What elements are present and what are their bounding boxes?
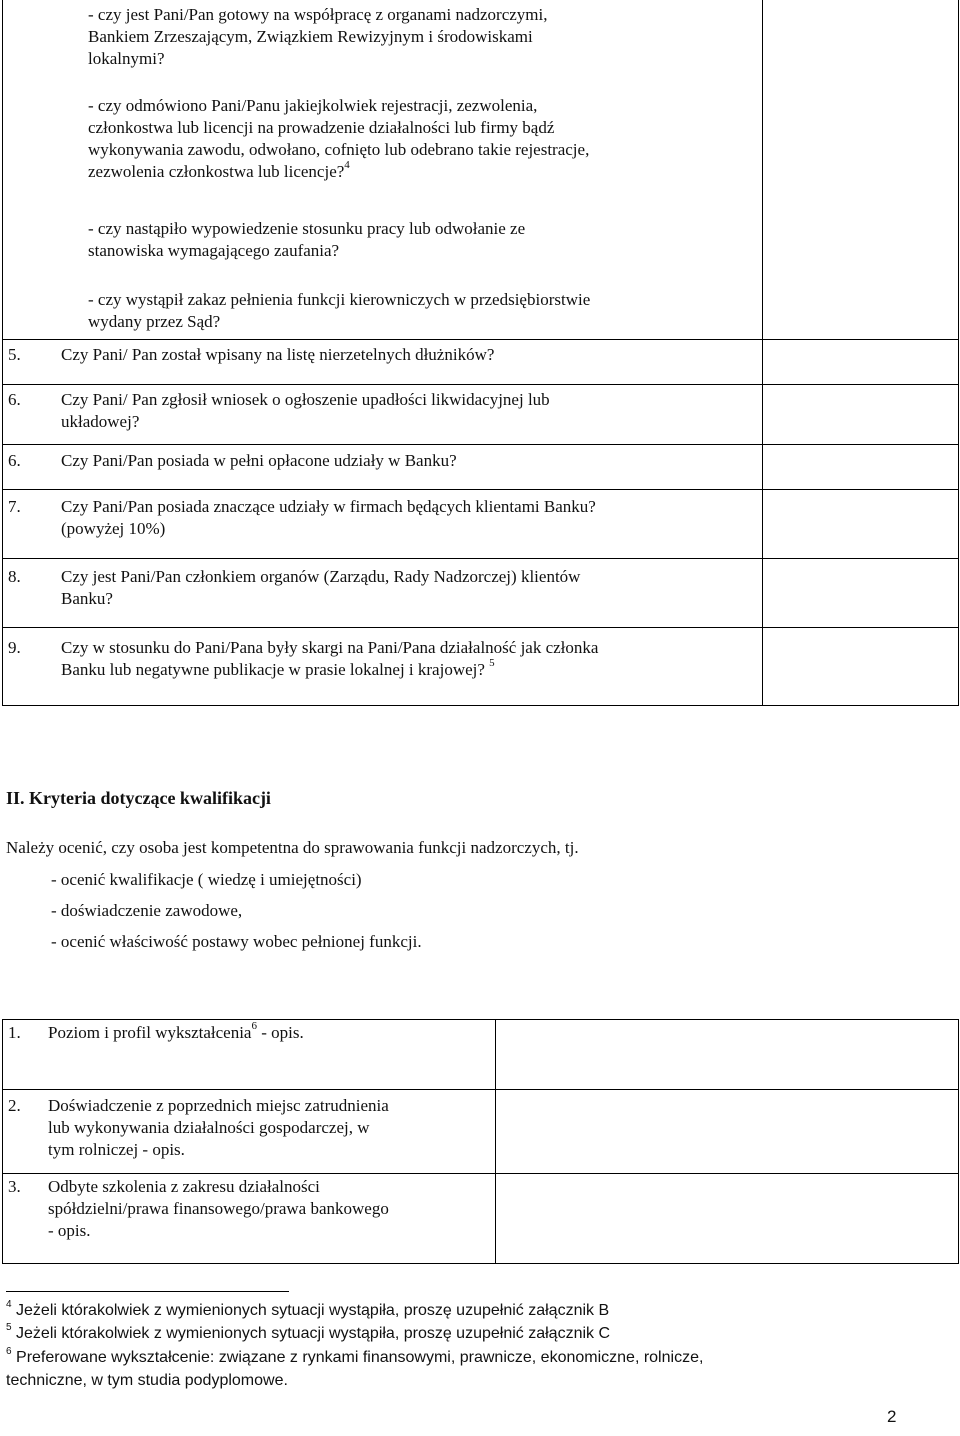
footnote bbox=[6, 1300, 609, 1322]
table-border-right bbox=[958, 1019, 959, 1264]
question-complaints bbox=[61, 637, 598, 681]
row-number: 9. bbox=[8, 638, 21, 657]
footnote bbox=[6, 1323, 610, 1345]
row-separator bbox=[2, 558, 959, 559]
footnote-ref: 5 bbox=[489, 657, 495, 670]
row-separator bbox=[2, 1089, 959, 1090]
criteria-item: - doświadczenie zawodowe, bbox=[51, 901, 243, 920]
criteria-item: - ocenić właściwość postawy wobec pełnionej funkcji. bbox=[51, 932, 422, 951]
text-line: - czy jest Pani/Pan gotowy na współpracę z organami nadzorczymi, bbox=[88, 5, 548, 24]
footnote-ref: 6 bbox=[251, 1020, 257, 1033]
text-line: tym rolniczej - opis. bbox=[48, 1140, 185, 1159]
text-line: lokalnymi? bbox=[88, 49, 165, 68]
text-line: Czy jest Pani/Pan członkiem organów (Zarządu, Rady Nadzorczej) klientów bbox=[61, 567, 581, 586]
question-bullet-dismissal bbox=[88, 218, 525, 262]
criteria-item: - ocenić kwalifikacje ( wiedzę i umiejętności) bbox=[51, 870, 362, 889]
text-line: wydany przez Sąd? bbox=[88, 312, 221, 331]
text-line: Czy Pani/Pan posiada w pełni opłacone udziały w Banku? bbox=[61, 451, 457, 470]
page-number: 2 bbox=[887, 1407, 897, 1426]
row-number: 7. bbox=[8, 497, 21, 516]
text-line: - opis. bbox=[48, 1221, 91, 1240]
row-separator bbox=[2, 339, 959, 340]
question-client-boards bbox=[61, 566, 580, 610]
text-line: Czy Pani/ Pan zgłosił wniosek o ogłoszenie upadłości likwidacyjnej lub bbox=[61, 390, 550, 409]
table-border-left bbox=[2, 0, 3, 706]
text-line: układowej? bbox=[61, 412, 140, 431]
text-line: (powyżej 10%) bbox=[61, 519, 166, 538]
row-number: 1. bbox=[8, 1023, 21, 1042]
row-separator bbox=[2, 627, 959, 628]
footnote-ref: 4 bbox=[344, 159, 350, 172]
table-column-divider bbox=[495, 1019, 496, 1264]
row-number: 5. bbox=[8, 345, 21, 364]
question-bullet-refused-registration bbox=[88, 95, 589, 183]
footnote bbox=[6, 1347, 703, 1369]
row-separator bbox=[2, 489, 959, 490]
education-row bbox=[48, 1022, 304, 1044]
question-bullet-cooperation bbox=[88, 4, 548, 70]
question-paid-shares bbox=[61, 450, 457, 472]
text-line bbox=[61, 659, 598, 681]
footnote-number: 5 bbox=[6, 1321, 12, 1333]
questions-table bbox=[2, 0, 959, 706]
question-unreliable-debtors bbox=[61, 344, 494, 366]
text-line: Czy Pani/ Pan został wpisany na listę nierzetelnych dłużników? bbox=[61, 345, 495, 364]
row-number: 8. bbox=[8, 567, 21, 586]
question-bankruptcy bbox=[61, 389, 550, 433]
qualifications-table bbox=[2, 1019, 959, 1264]
text-line: - czy wystąpił zakaz pełnienia funkcji kierowniczych w przedsiębiorstwie bbox=[88, 290, 591, 309]
text-line: lub wykonywania działalności gospodarczej, w bbox=[48, 1118, 370, 1137]
text-line-content: zezwolenia członkostwa lub licencje? bbox=[88, 162, 345, 181]
table-column-divider bbox=[762, 0, 763, 706]
footnote-text: Jeżeli którakolwiek z wymienionych sytuacji wystąpiła, proszę uzupełnić załącznik B bbox=[16, 1302, 610, 1319]
table-border-bottom bbox=[2, 1263, 959, 1264]
text-line: Czy Pani/Pan posiada znaczące udziały w firmach będących klientami Banku? bbox=[61, 497, 596, 516]
text-line: Doświadczenie z poprzednich miejsc zatrudnienia bbox=[48, 1096, 389, 1115]
footnote-text: Preferowane wykształcenie: związane z rynkami finansowymi, prawnicze, ekonomiczne, rolnicze, bbox=[16, 1349, 704, 1366]
footnote-separator bbox=[6, 1291, 289, 1292]
text-line-content: Banku lub negatywne publikacje w prasie lokalnej i krajowej? bbox=[61, 660, 485, 679]
row-number: 6. bbox=[8, 451, 21, 470]
text-line: spółdzielni/prawa finansowego/prawa bankowego bbox=[48, 1199, 389, 1218]
row-separator bbox=[2, 384, 959, 385]
text-line: Banku? bbox=[61, 589, 113, 608]
question-bullet-court-ban bbox=[88, 289, 590, 333]
text-line-content: Poziom i profil wykształcenia bbox=[48, 1023, 252, 1042]
footnote-text: Jeżeli którakolwiek z wymienionych sytuacji wystąpiła, proszę uzupełnić załącznik C bbox=[16, 1325, 611, 1342]
footnote-number: 4 bbox=[6, 1298, 12, 1310]
table-border-bottom bbox=[2, 705, 959, 706]
row-number: 6. bbox=[8, 390, 21, 409]
text-line-content: - opis. bbox=[256, 1023, 304, 1042]
footnote-number: 6 bbox=[6, 1345, 12, 1357]
training-row bbox=[48, 1176, 389, 1242]
table-border-top bbox=[2, 1019, 959, 1020]
row-number: 3. bbox=[8, 1177, 21, 1196]
text-line: Czy w stosunku do Pani/Pana były skargi na Pani/Pana działalność jak członka bbox=[61, 638, 599, 657]
footnote-continuation: techniczne, w tym studia podyplomowe. bbox=[6, 1372, 288, 1389]
row-number: 2. bbox=[8, 1096, 21, 1115]
section-intro: Należy ocenić, czy osoba jest kompetentna do sprawowania funkcji nadzorczych, tj. bbox=[6, 838, 579, 857]
text-line: wykonywania zawodu, odwołano, cofnięto lub odebrano takie rejestracje, bbox=[88, 140, 590, 159]
row-separator bbox=[2, 1173, 959, 1174]
text-line: stanowiska wymagającego zaufania? bbox=[88, 241, 340, 260]
text-line: - czy nastąpiło wypowiedzenie stosunku pracy lub odwołanie ze bbox=[88, 219, 526, 238]
experience-row bbox=[48, 1095, 389, 1161]
text-line: Bankiem Zrzeszającym, Związkiem Rewizyjnym i środowiskami bbox=[88, 27, 533, 46]
text-line bbox=[88, 161, 589, 183]
text-line: - czy odmówiono Pani/Panu jakiejkolwiek rejestracji, zezwolenia, bbox=[88, 96, 538, 115]
section-heading: II. Kryteria dotyczące kwalifikacji bbox=[6, 788, 271, 808]
row-separator bbox=[2, 444, 959, 445]
text-line: członkostwa lub licencji na prowadzenie działalności lub firmy bądź bbox=[88, 118, 555, 137]
table-border-left bbox=[2, 1019, 3, 1264]
table-border-right bbox=[958, 0, 959, 706]
question-significant-shares bbox=[61, 496, 596, 540]
text-line: Odbyte szkolenia z zakresu działalności bbox=[48, 1177, 320, 1196]
